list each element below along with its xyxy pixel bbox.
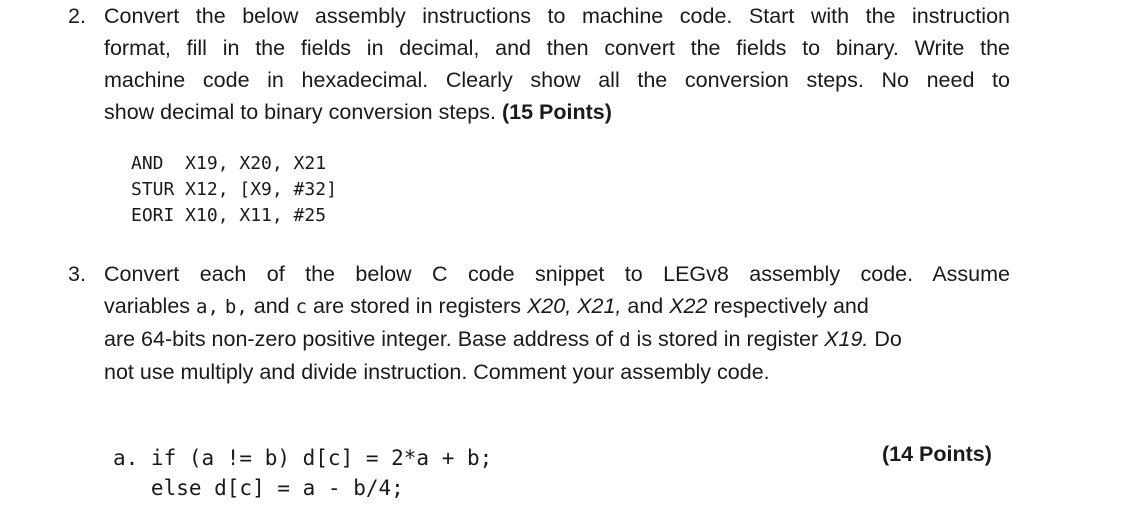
question-3-text-3a: are 64-bits non-zero positive integer. Base address of xyxy=(104,327,620,351)
code-line-stur: STUR X12, [X9, #32] xyxy=(131,179,337,200)
question-3-number: 3. xyxy=(68,262,86,286)
var-b: b, xyxy=(224,296,248,318)
question-3-line-1 xyxy=(68,258,1010,290)
reg-x20: X20, xyxy=(526,294,572,318)
reg-x21: X21, xyxy=(577,294,622,318)
code-line-if: a. if (a != b) d[c] = 2*a + b; xyxy=(113,446,493,470)
question-2-points: (15 Points) xyxy=(501,100,612,124)
question-3a-code-block xyxy=(113,443,492,503)
question-2 xyxy=(68,0,1010,128)
question-3-text-2b: are stored in registers xyxy=(307,294,527,318)
code-line-and: AND X19, X20, X21 xyxy=(131,153,327,174)
question-2-text-2: format, fill in the fields in decimal, and then convert the fields to binary. Write the xyxy=(104,36,1010,60)
code-line-else: else d[c] = a - b/4; xyxy=(113,476,404,500)
question-3-text-2c: and xyxy=(621,294,670,318)
reg-x22: X22 xyxy=(669,294,708,318)
question-2-code-block xyxy=(131,151,337,229)
question-3-text-2a: variables xyxy=(104,294,197,318)
question-3-text-2and: and xyxy=(247,294,296,318)
question-3-line-2 xyxy=(68,290,1010,323)
question-3-line-3 xyxy=(68,323,1010,356)
question-2-number: 2. xyxy=(68,4,86,28)
var-c: c xyxy=(295,296,308,318)
question-3-text-3b: is stored in register xyxy=(630,327,825,351)
question-3-text-2d: respectively and xyxy=(707,294,869,318)
question-3-text-4: not use multiply and divide instruction. Comment your assembly code. xyxy=(104,360,770,384)
question-3-text-3c: Do xyxy=(868,327,902,351)
code-line-eori: EORI X10, X11, #25 xyxy=(131,205,327,226)
question-2-text-1: Convert the below assembly instructions to machine code. Start with the instruction xyxy=(104,4,1010,28)
question-3a-points: (14 Points) xyxy=(882,442,992,466)
question-2-text-3: machine code in hexadecimal. Clearly show all the conversion steps. No need to xyxy=(104,68,1010,92)
reg-x19: X19. xyxy=(824,327,869,351)
var-d: d xyxy=(619,329,631,351)
question-3 xyxy=(68,258,1010,388)
var-a: a, xyxy=(196,296,219,318)
question-2-text-4: show decimal to binary conversion steps. xyxy=(104,100,496,124)
question-3-text-1: Convert each of the below C code snippet to LEGv8 assembly code. Assume xyxy=(104,262,1010,286)
question-2-line-1 xyxy=(68,0,1010,32)
